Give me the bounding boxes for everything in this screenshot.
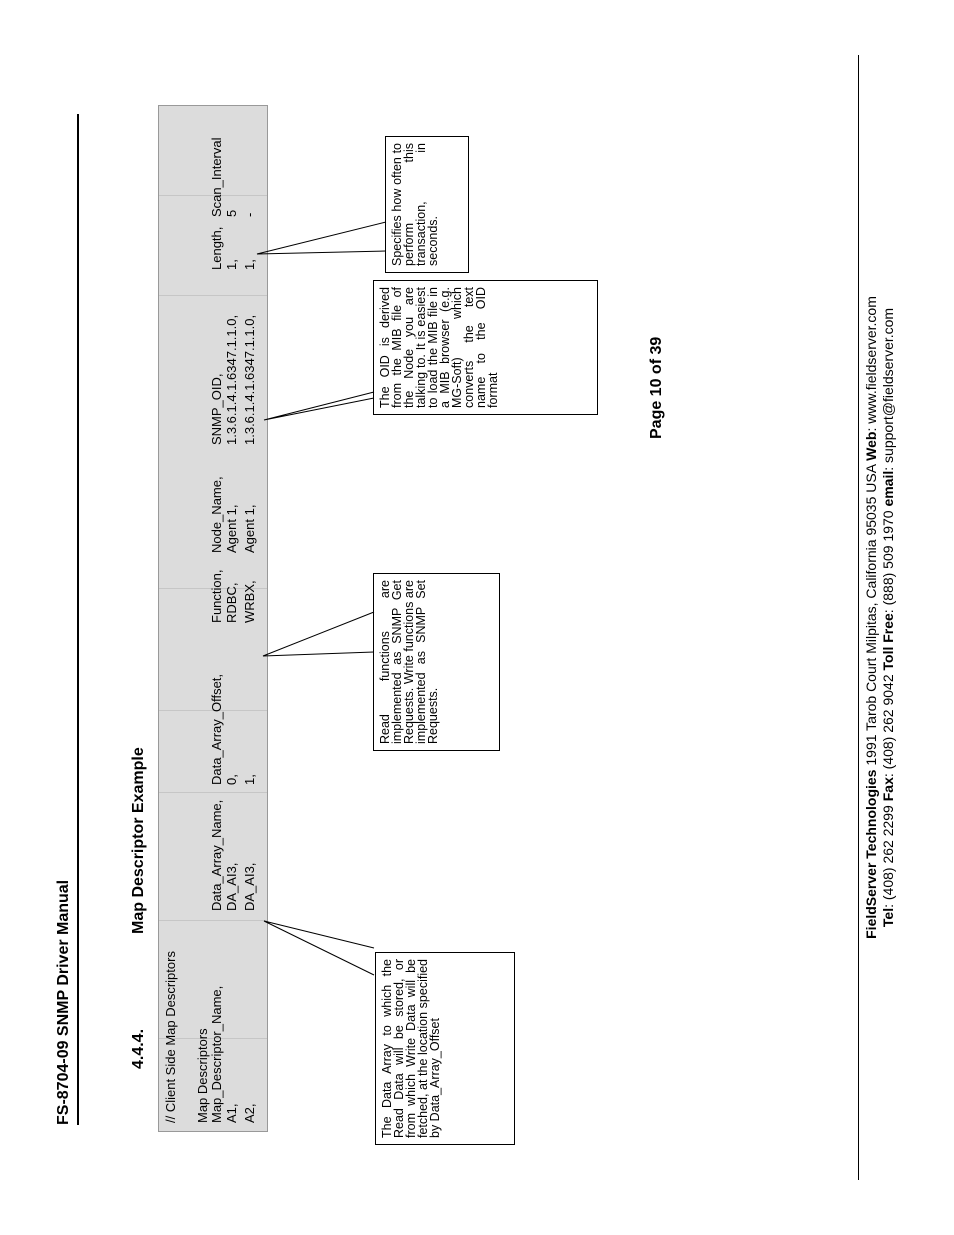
footer-email-label: email <box>880 470 896 507</box>
column-header: Data_Array_Name, <box>209 799 224 911</box>
cell-length: 1, <box>242 259 257 270</box>
header-rule <box>77 114 79 1125</box>
table-row <box>224 113 239 1123</box>
footer-fax: : (408) 262 9042 <box>880 670 896 778</box>
cell-snmp-oid: 1.3.6.1.4.1.6347.1.1.0, <box>242 314 257 445</box>
table-header-row <box>209 113 224 1123</box>
column-header: Scan_Interval <box>209 137 224 217</box>
footer-tel-label: Tel <box>880 907 896 928</box>
callout-data-array: The Data Array to which the Read Data will be stored, or from which Write Data will be fetched, at the location specified by Data_Array_Offset <box>375 952 515 1145</box>
page-number: Page 10 of 39 <box>648 336 665 439</box>
footer-address: 1991 Tarob Court Milpitas, California 95035 USA <box>863 460 879 770</box>
footer-web[interactable]: : www.fieldserver.com <box>863 296 879 432</box>
cell-function: RDBC, <box>224 582 239 623</box>
cell-node-name: Agent 1, <box>224 504 239 553</box>
footer-company: FieldServer Technologies <box>863 769 879 939</box>
document-title: FS-8704-09 SNMP Driver Manual <box>55 879 72 1125</box>
column-header: Data_Array_Offset, <box>209 673 224 785</box>
cell-map-descriptor-name: A2, <box>242 1103 257 1123</box>
footer-fax-label: Fax <box>880 777 896 802</box>
cell-data-array-offset: 1, <box>242 774 257 785</box>
footer-contact-line <box>880 0 896 1235</box>
cell-snmp-oid: 1.3.6.1.4.1.6347.1.1.0, <box>224 314 239 445</box>
callout-oid: The OID is derived from the MIB file of the Node you are talking to. It is easiest to load the MIB file in a MIB browser (e.g. MG-Soft) which converts the text name to the OID format <box>373 280 598 415</box>
table-comment: // Client Side Map Descriptors <box>163 951 178 1123</box>
footer-tollfree-label: Toll Free <box>880 613 896 671</box>
column-header: Node_Name, <box>209 476 224 553</box>
table-row <box>242 113 257 1123</box>
callout-function: Read functions are implemented as SNMP Get Requests. Write functions are implemented as SNMP Set Requests. <box>373 573 500 751</box>
footer-rule <box>858 55 859 1180</box>
cell-data-array-name: DA_AI3, <box>242 862 257 911</box>
footer-tel: : (408) 262 2299 <box>880 801 896 908</box>
cell-scan-interval: - <box>242 212 257 217</box>
footer-tollfree: : (888) 509 1970 <box>880 506 896 614</box>
footer-address-line <box>863 0 879 1235</box>
callout-scan-interval: Specifies how often to perform this transaction, in seconds. <box>385 136 469 273</box>
cell-length: 1, <box>224 259 239 270</box>
cell-node-name: Agent 1, <box>242 504 257 553</box>
cell-function: WRBX, <box>242 580 257 623</box>
table-block-name: Map Descriptors <box>195 1028 210 1123</box>
cell-map-descriptor-name: A1, <box>224 1103 239 1123</box>
footer-email[interactable]: : support@fieldserver.com <box>880 307 896 471</box>
column-header: Map_Descriptor_Name, <box>209 985 224 1123</box>
column-header: Function, <box>209 569 224 623</box>
cell-data-array-name: DA_AI3, <box>224 862 239 911</box>
cell-data-array-offset: 0, <box>224 774 239 785</box>
cell-scan-interval: 5 <box>224 209 239 217</box>
column-header: SNMP_OID, <box>209 373 224 445</box>
section-title: Map Descriptor Example <box>130 747 147 934</box>
map-descriptor-table <box>158 105 268 1132</box>
footer-web-label: Web <box>863 431 879 461</box>
column-header: Length, <box>209 226 224 270</box>
section-number: 4.4.4. <box>130 1028 147 1069</box>
